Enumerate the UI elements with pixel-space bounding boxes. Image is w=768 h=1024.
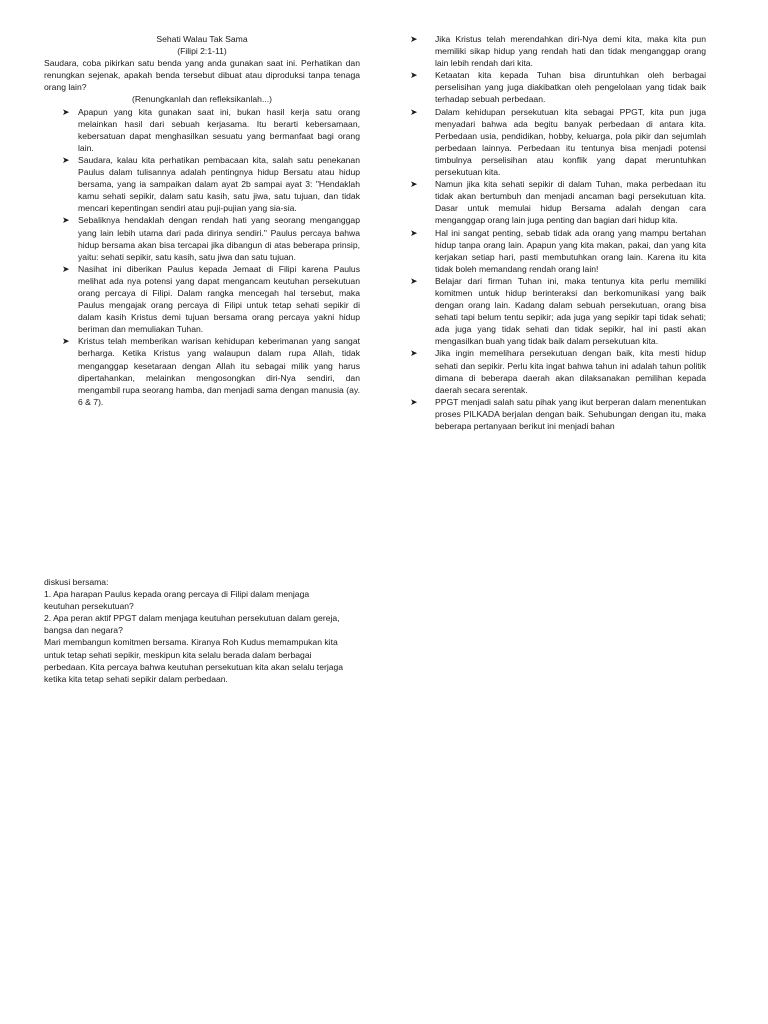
arrowhead-bullet-icon: ➤	[410, 396, 418, 407]
list-item	[410, 396, 706, 432]
arrowhead-bullet-icon: ➤	[410, 348, 418, 359]
discussion-section	[44, 576, 344, 685]
list-item-text: Jika Kristus telah merendahkan diri-Nya demi kita, maka kita pun memiliki sikap hidup yang rendah hati dan tidak menganggap orang lain lebih rendah dari kita.	[435, 34, 706, 69]
arrowhead-bullet-icon: ➤	[62, 336, 70, 347]
list-item	[44, 263, 360, 336]
reflection-instruction: (Renungkanlah dan refleksikanlah...)	[132, 94, 272, 105]
arrowhead-bullet-icon: ➤	[410, 70, 418, 81]
arrowhead-bullet-icon: ➤	[410, 34, 418, 44]
list-item-text: Belajar dari firman Tuhan ini, maka tentunya kita perlu memiliki komitmen untuk hidup berinteraksi dan berkomunikasi yang baik dengan orang lain. Kadang dalam sebuah persekutuan, orang bisa sehati tapi belum tentu sepikir; ada juga yang sepikir tapi tidak sehati; ada juga yang tidak sehati dan tidak sepikir, hal ini pasti akan mengasilkan buah yang tidak baik dalam persekutuan kita.	[435, 275, 706, 347]
list-item	[410, 106, 706, 179]
arrowhead-bullet-icon: ➤	[62, 154, 70, 165]
arrowhead-bullet-icon: ➤	[410, 179, 418, 190]
list-item	[410, 227, 706, 275]
list-item-text: PPGT menjadi salah satu pihak yang ikut berperan dalam menentukan proses PILKADA berjalan dengan baik. Sehubungan dengan itu, maka beberapa pertanyaan berikut ini menjadi bahan	[435, 396, 706, 431]
discussion-question-2: 2. Apa peran aktif PPGT dalam menjaga keutuhan persekutuan dalam gereja, bangsa dan negara?	[44, 613, 340, 636]
right-bullet-list	[410, 33, 706, 432]
arrowhead-bullet-icon: ➤	[410, 106, 418, 117]
list-item	[44, 106, 360, 154]
list-item-text: Hal ini sangat penting, sebab tidak ada orang yang mampu bertahan hidup tanpa orang lain. Apapun yang kita makan, pakai, dan yang kita kerjakan setiap hari, pasti membutuhkan orang lain. Karena itu kita tidak boleh memandang rendah orang lain!	[435, 227, 706, 274]
list-item	[410, 275, 706, 348]
list-item-text: Jika ingin memelihara persekutuan dengan baik, kita mesti hidup sehati dan sepikir. Perlu kita ingat bahwa tahun ini adalah tahun politik dimana di beberapa daerah akan dilaksanakan pemilihan kepada daerah secara serentak.	[435, 348, 706, 395]
list-item	[410, 347, 706, 395]
list-item-text: Kristus telah memberikan warisan kehidupan keberimanan yang sangat berharga. Ketika Kristus yang walaupun dalam rupa Allah, tidak menganggap kesetaraan dengan Allah itu sebagai milik yang harus dipertahankan, melainkan mengosongkan diri-Nya sendiri, dan mengambil rupa seorang hamba, dan menjadi sama dengan manusia (ay. 6 & 7).	[78, 336, 360, 407]
discussion-question-1: 1. Apa harapan Paulus kepada orang percaya di Filipi dalam menjaga keutuhan persekutuan?	[44, 589, 310, 612]
arrowhead-bullet-icon: ➤	[62, 106, 70, 117]
closing-paragraph: Mari membangun komitmen bersama. Kiranya Roh Kudus memampukan kita untuk tetap sehati sepikir, meskipun kita selalu berada dalam berbagai perbedaan. Kita percaya bahwa keutuhan persekutuan kita akan selalu terjaga ketika kita tetap sehati sepikir dalam perbedaan.	[44, 637, 344, 684]
left-column	[44, 33, 360, 408]
list-item	[410, 33, 706, 69]
left-bullet-list	[44, 106, 360, 408]
arrowhead-bullet-icon: ➤	[410, 227, 418, 238]
list-item-text: Dalam kehidupan persekutuan kita sebagai PPGT, kita pun juga menyadari bahwa ada begitu banyak perbedaan di antara kita. Perbedaan usia, pendidikan, hobby, keluarga, pola pikir dan sejumlah perbedaan lainnya. Perbedaan itu tentunya bisa menjadi potensi timbulnya perselisihan atau konflik yang dapat meruntuhkan persekutuan kita.	[435, 106, 706, 178]
list-item	[410, 69, 706, 105]
arrowhead-bullet-icon: ➤	[410, 275, 418, 286]
list-item	[44, 154, 360, 214]
list-item-text: Namun jika kita sehati sepikir di dalam Tuhan, maka perbedaan itu tidak akan bertumbuh dan menjadi ancaman bagi persekutuan kita. Dasar untuk memulai hidup Bersama adalah dengan cara menganggap orang lain juga penting dan bagian dari hidup kita.	[435, 179, 706, 226]
arrowhead-bullet-icon: ➤	[62, 263, 70, 274]
list-item-text: Apapun yang kita gunakan saat ini, bukan hasil kerja satu orang melainkan hasil dari sebuah kerjasama. Itu berarti kebersamaan, kebersatuan dapat menghasilkan sesuatu yang bermanfaat bagi orang lain.	[78, 106, 360, 153]
list-item	[410, 178, 706, 226]
discussion-heading: diskusi bersama:	[44, 577, 109, 587]
document-title: Sehati Walau Tak Sama	[156, 34, 248, 44]
intro-paragraph: Saudara, coba pikirkan satu benda yang anda gunakan saat ini. Perhatikan dan renungkan sejenak, apakah benda tersebut dibuat atau diproduksi tanpa tenaga orang lain?	[44, 58, 360, 93]
list-item-text: Saudara, kalau kita perhatikan pembacaan kita, salah satu penekanan Paulus dalam tulisannya adalah pentingnya hidup Bersatu atau hidup bersama, yang ia sampaikan dalam ayat 2b sampai ayat 3: "Hendaklah kamu sehati sepikir, dalam satu kasih, satu jiwa, satu tujuan, dan tidak mencari kepentingan sendiri atau puji-pujian yang sia-sia.	[78, 154, 360, 214]
list-item	[44, 214, 360, 262]
scripture-reference: (Filipi 2:1-11)	[177, 46, 227, 57]
list-item	[44, 335, 360, 408]
list-item-text: Ketaatan kita kepada Tuhan bisa diruntuhkan oleh berbagai perselisihan yang juga diakibatkan oleh pengelolaan yang tidak baik terhadap sebuah perbedaan.	[435, 70, 706, 105]
list-item-text: Nasihat ini diberikan Paulus kepada Jemaat di Filipi karena Paulus melihat ada nya potensi yang dapat mengancam keutuhan persekutuan orang percaya di Filipi. Dalam rangka mencegah hal tersebut, maka Paulus mengajak orang percaya di Filipi untuk tetap sehati sepikir di dalam kasih Kristus demi tujuan bersama orang percaya yakni hidup beriman dan memuliakan Tuhan.	[78, 263, 360, 335]
right-column	[410, 33, 706, 432]
arrowhead-bullet-icon: ➤	[62, 215, 70, 226]
list-item-text: Sebaliknya hendaklah dengan rendah hati yang seorang menganggap yang lain lebih utama dari pada dirinya sendiri." Paulus percaya bahwa hidup bersama akan bisa tercapai jika dibangun di atas beberapa prinsip, yaitu: sehati sepikir, satu kasih, satu jiwa dan satu tujuan.	[78, 215, 360, 262]
